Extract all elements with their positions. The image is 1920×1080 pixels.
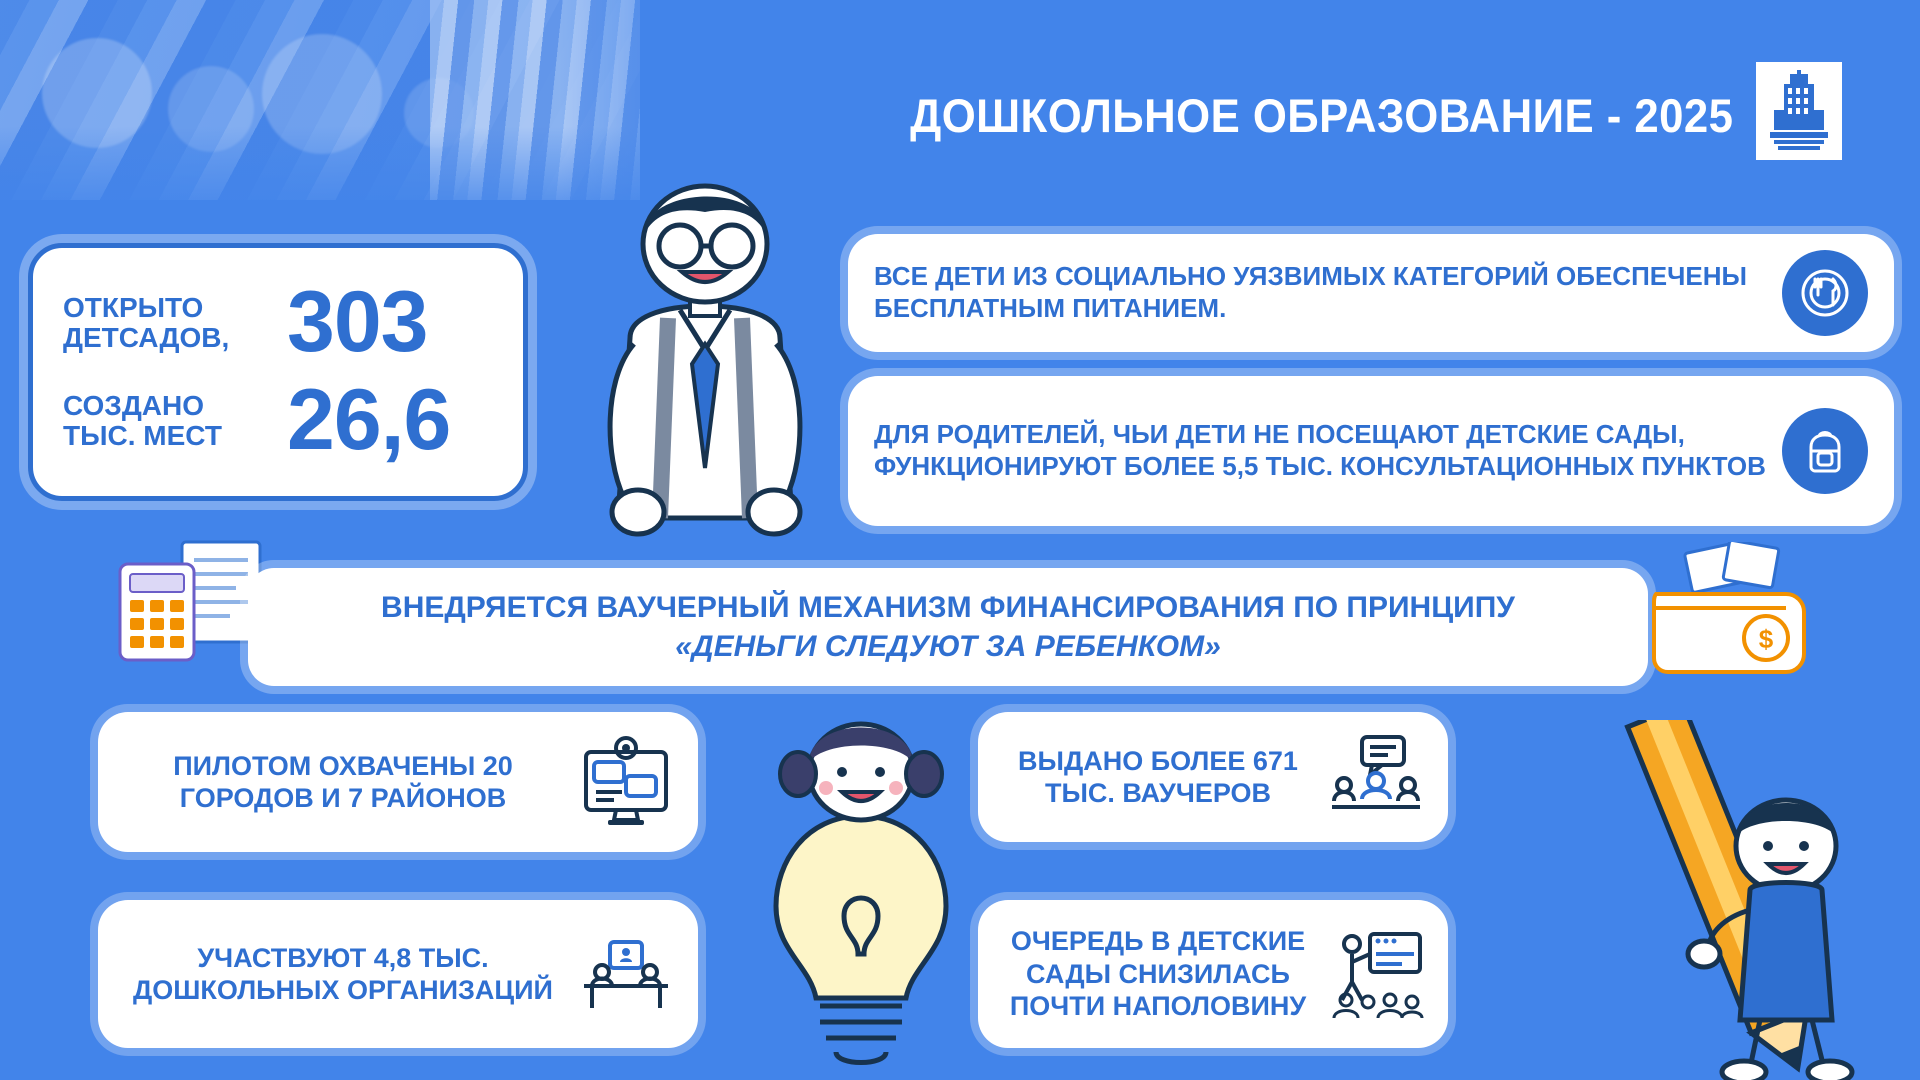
bottom-card-participating-orgs bbox=[98, 900, 698, 1048]
stat-row bbox=[63, 372, 497, 468]
teacher-character-illustration bbox=[560, 168, 850, 548]
boy-with-pencil-illustration bbox=[1610, 720, 1910, 1080]
stat-label-kindergartens: ОТКРЫТО ДЕТСАДОВ, bbox=[63, 291, 230, 354]
info-card-points-text: ДЛЯ РОДИТЕЛЕЙ, ЧЬИ ДЕТИ НЕ ПОСЕЩАЮТ ДЕТСКИЕ САДЫ, ФУНКЦИОНИРУЮТ БОЛЕЕ 5,5 ТЫС. КОНСУЛЬТАЦИОННЫХ ПУНКТОВ bbox=[874, 419, 1766, 481]
info-card-consultation-points bbox=[848, 376, 1894, 526]
stats-card bbox=[28, 243, 528, 501]
bottom-card-orgs-text: УЧАСТВУЮТ 4,8 ТЫС. ДОШКОЛЬНЫХ ОРГАНИЗАЦИЙ bbox=[133, 942, 553, 1005]
voucher-banner-line2: «ДЕНЬГИ СЛЕДУЮТ ЗА РЕБЕНКОМ» bbox=[675, 630, 1221, 663]
info-card-meals-text: ВСЕ ДЕТИ ИЗ СОЦИАЛЬНО УЯЗВИМЫХ КАТЕГОРИЙ ОБЕСПЕЧЕНЫ БЕСПЛАТНЫМ ПИТАНИЕМ. bbox=[874, 261, 1747, 323]
voucher-banner-line1: ВНЕДРЯЕТСЯ ВАУЧЕРНЫЙ МЕХАНИЗМ ФИНАНСИРОВАНИЯ ПО ПРИНЦИПУ bbox=[381, 590, 1515, 624]
info-card-free-meals bbox=[848, 234, 1894, 352]
bottom-card-queue-reduced bbox=[978, 900, 1448, 1048]
bottom-card-pilot-coverage bbox=[98, 712, 698, 852]
stat-label-places: СОЗДАНО ТЫС. МЕСТ bbox=[63, 389, 222, 451]
backpack-icon bbox=[1782, 408, 1868, 494]
svg-text:$: $ bbox=[1758, 624, 1774, 654]
stat-value-places: 26,6 bbox=[287, 372, 451, 468]
page-title: ДОШКОЛЬНОЕ ОБРАЗОВАНИЕ - 2025 bbox=[910, 89, 1734, 142]
plate-fork-knife-icon bbox=[1782, 250, 1868, 336]
stat-value-kindergartens: 303 bbox=[287, 274, 428, 371]
government-building-emblem-icon bbox=[1756, 62, 1842, 160]
girl-with-lightbulb-illustration bbox=[736, 706, 986, 1076]
bottom-card-queue-text: ОЧЕРЕДЬ В ДЕТСКИЕ САДЫ СНИЗИЛАСЬ ПОЧТИ НАПОЛОВИНУ bbox=[1009, 926, 1307, 1022]
bottom-card-vouchers-text: ВЫДАНО БОЛЕЕ 671 ТЫС. ВАУЧЕРОВ bbox=[1018, 745, 1298, 808]
bottom-card-pilot-text: ПИЛОТОМ ОХВАЧЕНЫ 20 ГОРОДОВ И 7 РАЙОНОВ bbox=[173, 750, 513, 813]
monitor-chat-gear-icon bbox=[572, 728, 680, 836]
bottom-card-vouchers-issued bbox=[978, 712, 1448, 842]
voucher-mechanism-banner bbox=[248, 568, 1648, 686]
people-discussion-icon bbox=[1322, 723, 1430, 831]
presentation-audience-icon bbox=[1322, 920, 1430, 1028]
wallet-money-icon bbox=[1636, 542, 1826, 682]
stat-row bbox=[63, 274, 497, 371]
meeting-table-icon bbox=[572, 920, 680, 1028]
